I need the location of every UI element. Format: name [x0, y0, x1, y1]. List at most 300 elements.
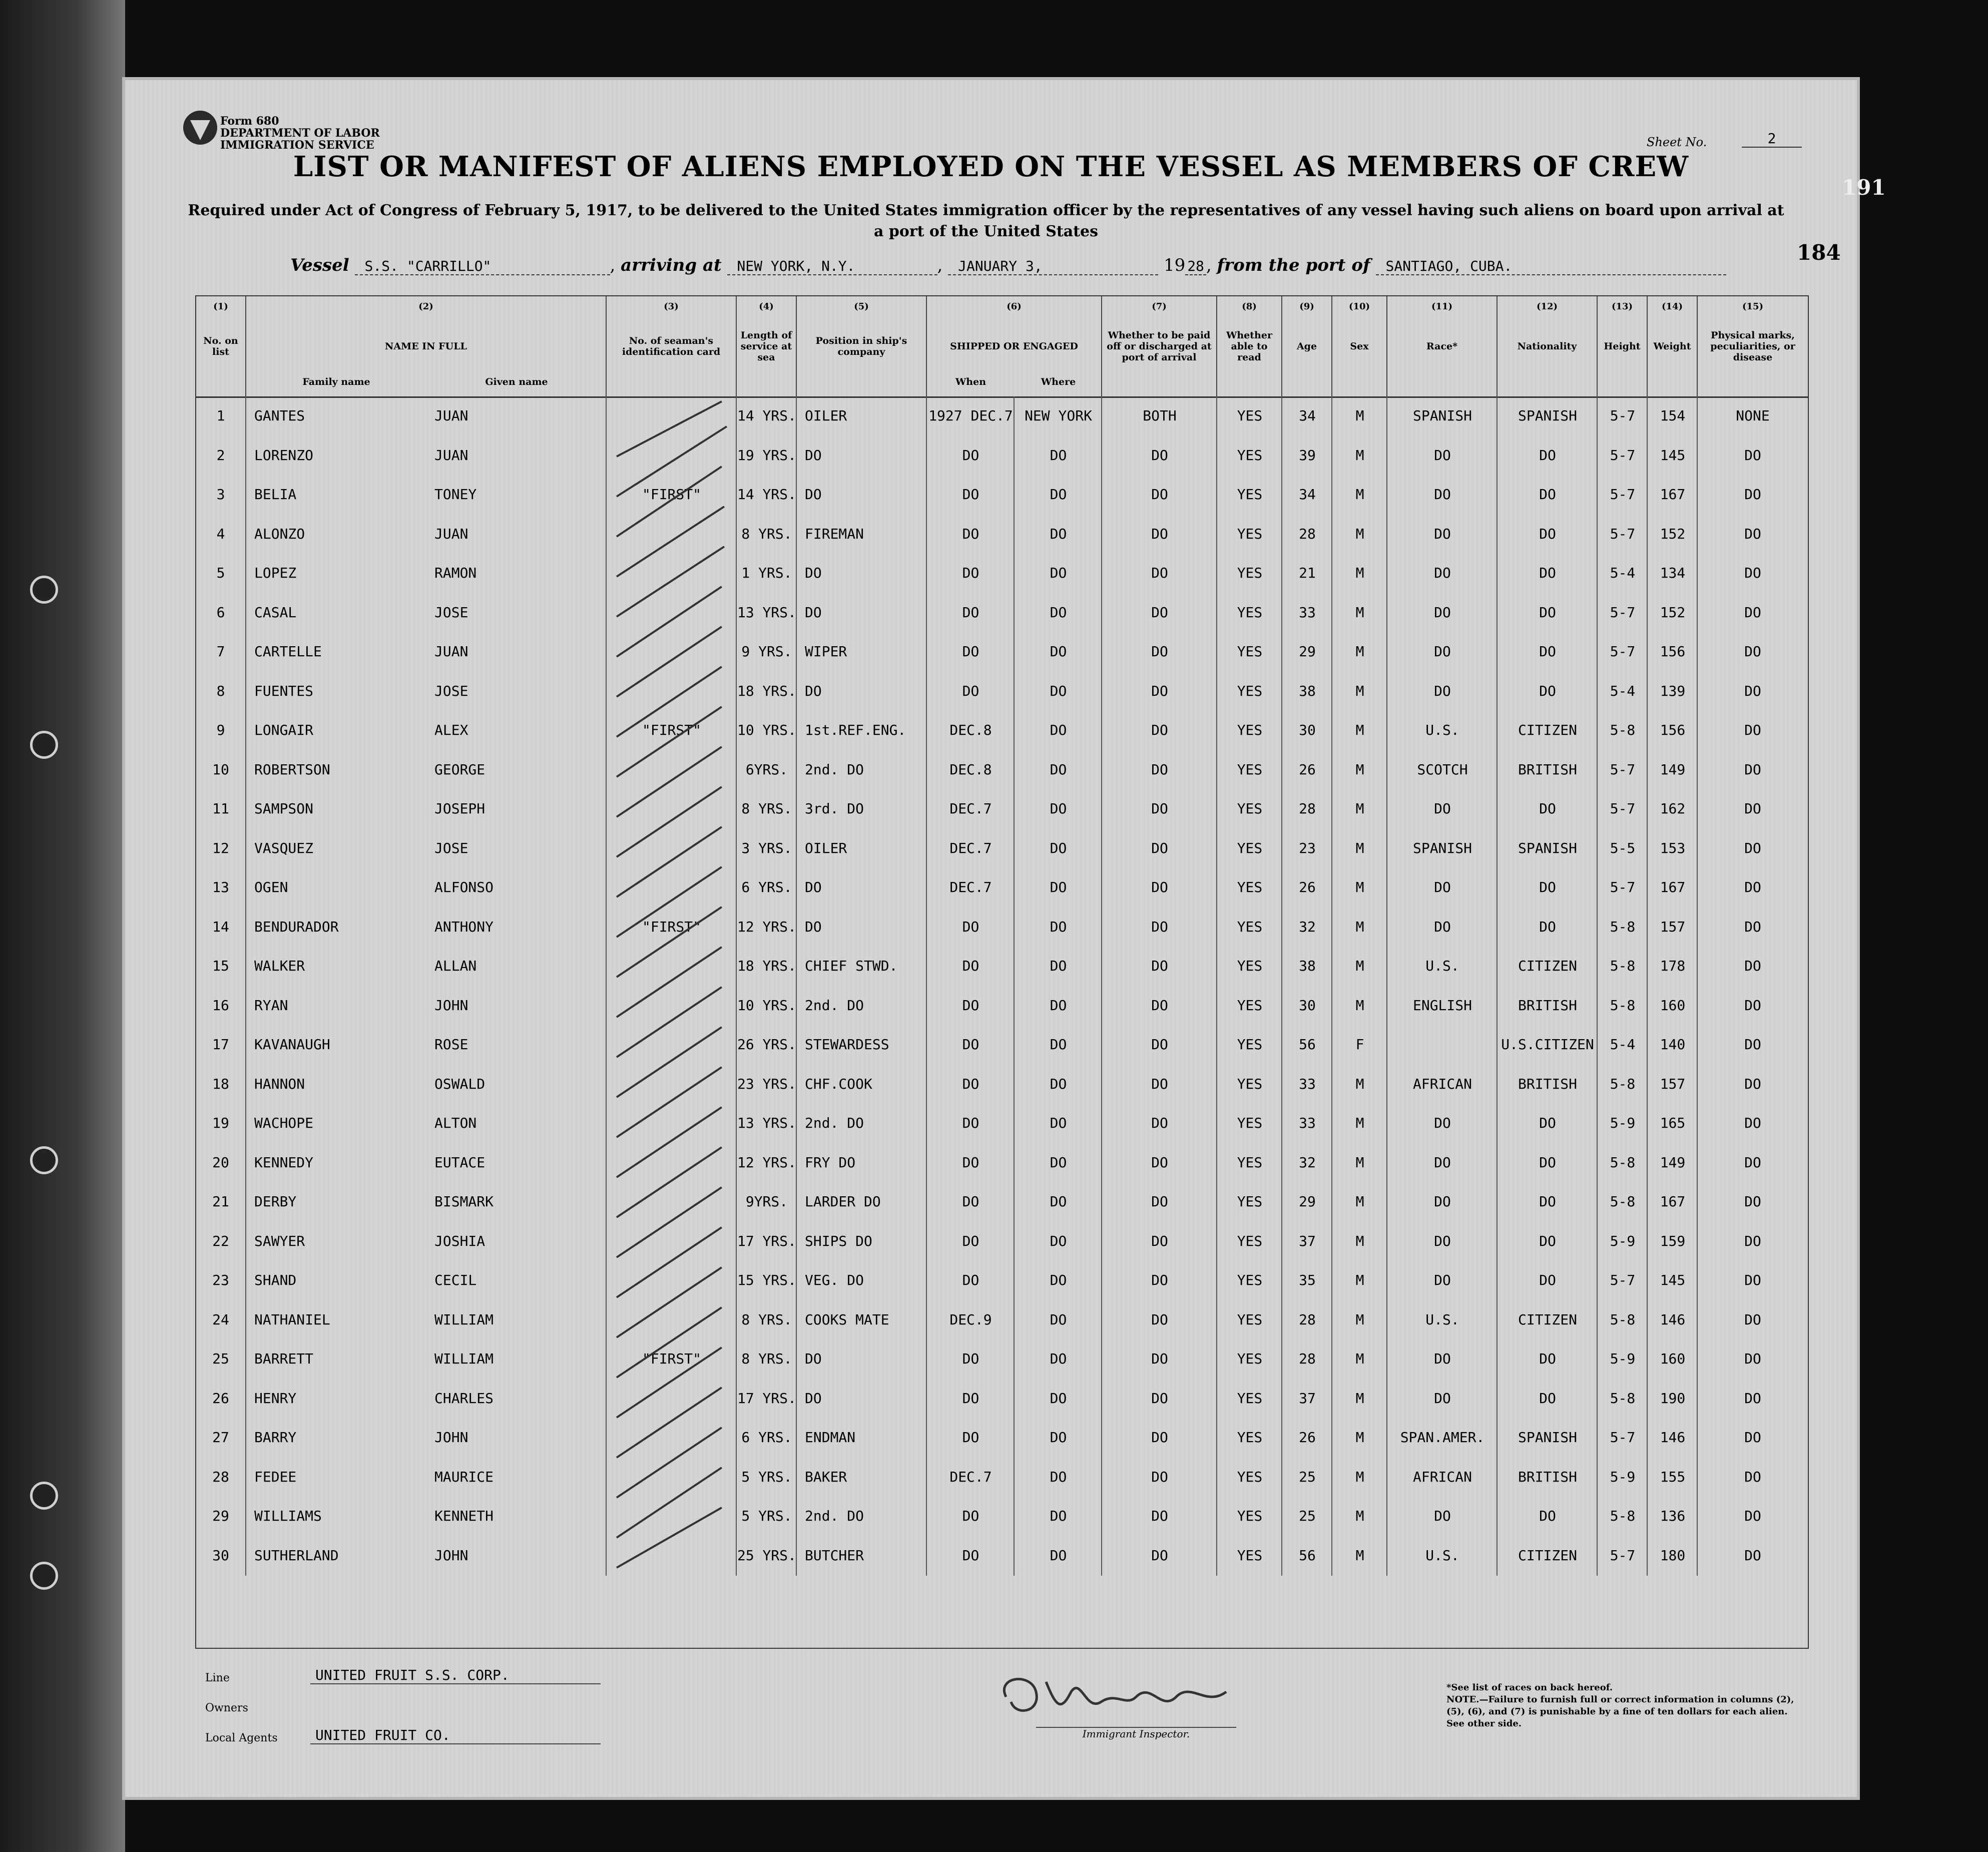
cell-family: BARRY [254, 1429, 297, 1446]
cell-weight: 152 [1660, 604, 1686, 621]
cell-when: DO [962, 1272, 979, 1288]
cell-nationality: DO [1539, 565, 1556, 581]
cell-age: 38 [1299, 958, 1316, 974]
cell-sex: M [1355, 1390, 1364, 1407]
cell-nationality: DO [1539, 682, 1556, 699]
cell-sex: M [1355, 407, 1364, 424]
cell-service: 12 YRS. [737, 918, 796, 935]
cell-given: ALTON [434, 1115, 477, 1131]
cell-service: 15 YRS. [737, 1272, 796, 1288]
inspector-signature [986, 1662, 1246, 1727]
col-num: (3) [664, 301, 679, 312]
cell-age: 28 [1299, 800, 1316, 817]
cell-weight: 162 [1660, 800, 1686, 817]
cell-given: JOHN [434, 997, 468, 1014]
table-row [196, 750, 1808, 790]
cell-race: DO [1434, 1508, 1451, 1524]
cell-where: DO [1050, 997, 1067, 1014]
cell-weight: 146 [1660, 1429, 1686, 1446]
cell-read: YES [1237, 565, 1263, 581]
cell-nationality: DO [1539, 486, 1556, 503]
cell-weight: 140 [1660, 1036, 1686, 1053]
cell-when: DEC.7 [949, 1468, 992, 1485]
cell-no: 30 [212, 1547, 229, 1564]
cell-nationality: CITIZEN [1518, 722, 1577, 738]
cell-where: DO [1050, 1311, 1067, 1328]
cell-read: YES [1237, 958, 1263, 974]
col-label: Length of service at sea [740, 330, 792, 363]
cell-race: DO [1434, 643, 1451, 660]
cell-no: 15 [212, 958, 229, 974]
cell-sex: M [1355, 1075, 1364, 1092]
cell-age: 37 [1299, 1232, 1316, 1249]
table-row [196, 1104, 1808, 1143]
cell-family: OGEN [254, 879, 288, 895]
cell-marks: DO [1744, 722, 1761, 738]
cell-where: DO [1050, 604, 1067, 621]
cell-given: GEORGE [434, 761, 485, 778]
cell-paid: DO [1151, 525, 1168, 542]
cell-paid: DO [1151, 722, 1168, 738]
cell-age: 38 [1299, 682, 1316, 699]
cell-age: 33 [1299, 604, 1316, 621]
cell-service: 14 YRS. [737, 486, 796, 503]
cell-weight: 149 [1660, 1154, 1686, 1171]
cell-family: FEDEE [254, 1468, 297, 1485]
cell-service: 9YRS. [745, 1193, 788, 1210]
cell-given: JOSE [434, 604, 468, 621]
col-position [797, 296, 927, 396]
cell-nationality: DO [1539, 879, 1556, 895]
punch-hole [30, 1482, 58, 1510]
table-row [196, 868, 1808, 907]
cell-paid: DO [1151, 1429, 1168, 1446]
cell-paid: DO [1151, 1390, 1168, 1407]
col-weight [1648, 296, 1698, 396]
cell-sex: M [1355, 761, 1364, 778]
cell-given: TONEY [434, 486, 477, 503]
cell-where: DO [1050, 565, 1067, 581]
table-row [196, 436, 1808, 476]
cell-when: DO [962, 1508, 979, 1524]
cell-marks: DO [1744, 839, 1761, 856]
cell-paid: DO [1151, 1311, 1168, 1328]
agents-value: UNITED FRUIT CO. [310, 1727, 601, 1744]
cell-age: 28 [1299, 525, 1316, 542]
footnote-penalty: NOTE.—Failure to furnish full or correct information in columns (2), (5), (6), and (7) is punishable by a fine of ten dollars for each alien. See other side. [1446, 1694, 1794, 1729]
table-row [196, 1497, 1808, 1536]
cell-position: CHIEF STWD. [805, 958, 898, 974]
cell-race: DO [1434, 486, 1451, 503]
cell-nationality: DO [1539, 1154, 1556, 1171]
cell-when: DO [962, 1154, 979, 1171]
cell-service: 1 YRS. [741, 565, 792, 581]
cell-family: GANTES [254, 407, 305, 424]
subcol-family-name: Family name [302, 376, 370, 387]
table-row [196, 1458, 1808, 1497]
cell-height: 5-9 [1610, 1115, 1636, 1131]
cell-service: 3 YRS. [741, 839, 792, 856]
cell-nationality: BRITISH [1518, 1468, 1577, 1485]
cell-when: DO [962, 604, 979, 621]
cell-age: 21 [1299, 565, 1316, 581]
cell-sex: M [1355, 722, 1364, 738]
cell-sex: M [1355, 879, 1364, 895]
table-row [196, 1300, 1808, 1340]
cell-given: MAURICE [434, 1468, 494, 1485]
cell-family: WACHOPE [254, 1115, 314, 1131]
table-row [196, 1065, 1808, 1104]
cell-given: ALLAN [434, 958, 477, 974]
year-prefix: 19 [1163, 255, 1186, 275]
col-label: Whether to be paid off or discharged at port of arrival [1107, 330, 1212, 363]
cell-where: DO [1050, 446, 1067, 464]
cell-no: 17 [212, 1036, 229, 1053]
cell-nationality: DO [1539, 918, 1556, 935]
cell-given: JUAN [434, 407, 468, 424]
table-row [196, 1261, 1808, 1300]
cell-race: DO [1434, 1390, 1451, 1407]
from-port: SANTIAGO, CUBA. [1376, 258, 1726, 275]
cell-when: DO [962, 643, 979, 660]
cell-nationality: CITIZEN [1518, 1547, 1577, 1564]
cell-family: HANNON [254, 1075, 305, 1092]
cell-family: CASAL [254, 604, 297, 621]
cell-read: YES [1237, 722, 1263, 738]
cell-service: 19 YRS. [737, 446, 796, 464]
cell-race: DO [1434, 1115, 1451, 1131]
cell-no: 27 [212, 1429, 229, 1446]
service-name: IMMIGRATION SERVICE [220, 139, 374, 152]
cell-given: JUAN [434, 525, 468, 542]
cell-marks: DO [1744, 486, 1761, 503]
cell-marks: DO [1744, 1154, 1761, 1171]
rows-container [196, 396, 1808, 1575]
cell-sex: M [1355, 997, 1364, 1014]
cell-position: DO [805, 604, 822, 621]
cell-when: DO [962, 1232, 979, 1249]
cell-marks: DO [1744, 1350, 1761, 1367]
cell-no: 16 [212, 997, 229, 1014]
cell-position: DO [805, 1350, 822, 1367]
cell-family: SAMPSON [254, 800, 314, 817]
col-num: (11) [1431, 301, 1453, 312]
cell-age: 56 [1299, 1036, 1316, 1053]
cell-no: 24 [212, 1311, 229, 1328]
cell-when: DO [962, 1036, 979, 1053]
cell-race: DO [1434, 525, 1451, 542]
cell-age: 28 [1299, 1311, 1316, 1328]
manifest-sheet [125, 80, 1886, 1797]
cell-age: 26 [1299, 1429, 1316, 1446]
cell-where: DO [1050, 682, 1067, 699]
cell-sex: M [1355, 1350, 1364, 1367]
cell-position: DO [805, 486, 822, 503]
cell-no: 1 [216, 407, 225, 424]
cell-sex: M [1355, 918, 1364, 935]
col-num: (1) [213, 301, 228, 312]
table-row [196, 1339, 1808, 1379]
cell-age: 26 [1299, 879, 1316, 895]
cell-position: BAKER [805, 1468, 847, 1485]
cell-sex: M [1355, 446, 1364, 464]
punch-hole [30, 576, 58, 604]
col-label: SHIPPED OR ENGAGED [950, 341, 1078, 352]
cell-given: JOHN [434, 1547, 468, 1564]
cell-where: DO [1050, 1115, 1067, 1131]
cell-age: 28 [1299, 1350, 1316, 1367]
arriving-port: NEW YORK, N.Y. [727, 258, 937, 275]
from-port-label: from the port of [1217, 255, 1370, 275]
cell-race: DO [1434, 1350, 1451, 1367]
cell-family: LOPEZ [254, 565, 297, 581]
cell-nationality: CITIZEN [1518, 958, 1577, 974]
table-row [196, 947, 1808, 986]
cell-paid: DO [1151, 1232, 1168, 1249]
cell-read: YES [1237, 1350, 1263, 1367]
cell-given: ROSE [434, 1036, 468, 1053]
cell-nationality: DO [1539, 1508, 1556, 1524]
cell-where: DO [1050, 958, 1067, 974]
col-label: Weight [1653, 341, 1691, 352]
cell-when: DEC.7 [949, 800, 992, 817]
cell-position: BUTCHER [805, 1547, 864, 1564]
cell-family: BARRETT [254, 1350, 314, 1367]
cell-when: DO [962, 486, 979, 503]
cell-where: DO [1050, 1429, 1067, 1446]
cell-marks: DO [1744, 761, 1761, 778]
col-sex [1332, 296, 1387, 396]
cell-service: 25 YRS. [737, 1547, 796, 1564]
cell-given: RAMON [434, 565, 477, 581]
cell-race: U.S. [1425, 1311, 1459, 1328]
cell-paid: BOTH [1143, 407, 1177, 424]
cell-nationality: DO [1539, 1193, 1556, 1210]
cell-marks: DO [1744, 1468, 1761, 1485]
cell-read: YES [1237, 1390, 1263, 1407]
cell-read: YES [1237, 604, 1263, 621]
col-num: (10) [1348, 301, 1370, 312]
cell-service: 12 YRS. [737, 1154, 796, 1171]
cell-family: RYAN [254, 997, 288, 1014]
cell-age: 33 [1299, 1115, 1316, 1131]
cell-family: ROBERTSON [254, 761, 330, 778]
cell-read: YES [1237, 407, 1263, 424]
cell-race: AFRICAN [1412, 1468, 1472, 1485]
cell-where: DO [1050, 839, 1067, 856]
cell-family: WALKER [254, 958, 305, 974]
cell-where: DO [1050, 1508, 1067, 1524]
cell-given: OSWALD [434, 1075, 485, 1092]
cell-height: 5-9 [1610, 1468, 1636, 1485]
cell-position: CHF.COOK [805, 1075, 872, 1092]
sheet-no-value: 2 [1742, 130, 1802, 148]
cell-read: YES [1237, 682, 1263, 699]
cell-race: AFRICAN [1412, 1075, 1472, 1092]
col-label: No. on list [203, 335, 238, 357]
cell-weight: 160 [1660, 997, 1686, 1014]
table-row [196, 554, 1808, 593]
cell-given: CECIL [434, 1272, 477, 1288]
cell-paid: DO [1151, 1350, 1168, 1367]
cell-weight: 159 [1660, 1232, 1686, 1249]
cell-position: STEWARDESS [805, 1036, 889, 1053]
cell-weight: 139 [1660, 682, 1686, 699]
cell-age: 34 [1299, 407, 1316, 424]
cell-family: CARTELLE [254, 643, 322, 660]
cell-service: 6 YRS. [741, 879, 792, 895]
cell-read: YES [1237, 446, 1263, 464]
col-race [1387, 296, 1498, 396]
vessel-name: S.S. "CARRILLO" [355, 258, 610, 275]
cell-paid: DO [1151, 997, 1168, 1014]
cell-service: 18 YRS. [737, 682, 796, 699]
form-number [220, 115, 380, 151]
cell-when: 1927 DEC.7 [928, 407, 1013, 424]
col-label: Nationality [1517, 341, 1577, 352]
cell-weight: 152 [1660, 525, 1686, 542]
cell-weight: 156 [1660, 643, 1686, 660]
cell-height: 5-7 [1610, 604, 1636, 621]
vessel-line: Vessel S.S. "CARRILLO" , arriving at NEW YORK, N.Y. , JANUARY 3, 19 28 , from the port of SANTIAGO, CUBA. [290, 255, 1726, 275]
cell-no: 22 [212, 1232, 229, 1249]
line-label: Line [205, 1672, 230, 1684]
col-height [1598, 296, 1648, 396]
cell-no: 14 [212, 918, 229, 935]
cell-sex: M [1355, 604, 1364, 621]
cell-read: YES [1237, 1272, 1263, 1288]
cell-sex: M [1355, 1547, 1364, 1564]
cell-where: DO [1050, 1350, 1067, 1367]
cell-no: 12 [212, 839, 229, 856]
cell-nationality: DO [1539, 1390, 1556, 1407]
cell-service: 8 YRS. [741, 1311, 792, 1328]
cell-sex: M [1355, 1311, 1364, 1328]
cell-race: SPAN.AMER. [1400, 1429, 1485, 1446]
cell-nationality: BRITISH [1518, 997, 1577, 1014]
table-row [196, 1025, 1808, 1065]
cell-position: 3rd. DO [805, 800, 864, 817]
cell-sex: M [1355, 1232, 1364, 1249]
cell-paid: DO [1151, 446, 1168, 464]
cell-given: JUAN [434, 643, 468, 660]
cell-family: VASQUEZ [254, 839, 314, 856]
column-headers [196, 296, 1808, 398]
col-num: (7) [1152, 301, 1167, 312]
table-row [196, 1418, 1808, 1458]
cell-service: 9 YRS. [741, 643, 792, 660]
cell-position: 2nd. DO [805, 1115, 864, 1131]
cell-service: 13 YRS. [737, 1115, 796, 1131]
cell-age: 29 [1299, 1193, 1316, 1210]
cell-nationality: DO [1539, 604, 1556, 621]
cell-when: DO [962, 1390, 979, 1407]
cell-height: 5-5 [1610, 839, 1636, 856]
cell-no: 26 [212, 1390, 229, 1407]
col-num: (8) [1242, 301, 1257, 312]
cell-weight: 167 [1660, 486, 1686, 503]
cell-age: 30 [1299, 997, 1316, 1014]
col-seaman-id [607, 296, 737, 396]
cell-height: 5-4 [1610, 565, 1636, 581]
cell-family: DERBY [254, 1193, 297, 1210]
cell-when: DEC.9 [949, 1311, 992, 1328]
subcol-when: When [955, 376, 986, 387]
cell-race: DO [1434, 446, 1451, 464]
table-body [196, 396, 1808, 1575]
cell-read: YES [1237, 879, 1263, 895]
cell-when: DO [962, 918, 979, 935]
cell-position: DO [805, 918, 822, 935]
cell-position: DO [805, 1390, 822, 1407]
cell-marks: DO [1744, 1075, 1761, 1092]
cell-position: DO [805, 565, 822, 581]
cell-age: 25 [1299, 1468, 1316, 1485]
cell-marks: DO [1744, 1232, 1761, 1249]
cell-height: 5-7 [1610, 486, 1636, 503]
cell-given: JOSE [434, 682, 468, 699]
cell-race: DO [1434, 1272, 1451, 1288]
cell-height: 5-7 [1610, 643, 1636, 660]
cell-sex: M [1355, 839, 1364, 856]
cell-service: 13 YRS. [737, 604, 796, 621]
col-label: Race* [1426, 341, 1458, 352]
cell-when: DEC.8 [949, 722, 992, 738]
cell-age: 30 [1299, 722, 1316, 738]
cell-position: DO [805, 446, 822, 464]
document-subtitle: Required under Act of Congress of February 5, 1917, to be delivered to the United States immigration officer by the representatives of any vessel having such aliens on board upon arrival at a port of the United States [188, 202, 1784, 240]
cell-when: DO [962, 1429, 979, 1446]
cell-race: DO [1434, 604, 1451, 621]
cell-family: BENDURADOR [254, 918, 339, 935]
table-row [196, 593, 1808, 633]
cell-read: YES [1237, 1075, 1263, 1092]
cell-weight: 190 [1660, 1390, 1686, 1407]
cell-given: EUTACE [434, 1154, 485, 1171]
cell-where: DO [1050, 1468, 1067, 1485]
cell-where: DO [1050, 722, 1067, 738]
cell-service: 8 YRS. [741, 1350, 792, 1367]
cell-where: NEW YORK [1025, 407, 1092, 424]
cell-where: DO [1050, 1390, 1067, 1407]
col-num: (12) [1536, 301, 1558, 312]
cell-paid: DO [1151, 1075, 1168, 1092]
cell-height: 5-4 [1610, 1036, 1636, 1053]
cell-family: HENRY [254, 1390, 297, 1407]
table-row [196, 475, 1808, 515]
cell-height: 5-7 [1610, 879, 1636, 895]
cell-family: FUENTES [254, 682, 314, 699]
cell-sex: M [1355, 800, 1364, 817]
cell-race: DO [1434, 918, 1451, 935]
cell-nationality: BRITISH [1518, 761, 1577, 778]
cell-sex: F [1355, 1036, 1364, 1053]
cell-height: 5-7 [1610, 761, 1636, 778]
crew-manifest-table [195, 295, 1809, 1649]
col-num: (2) [418, 301, 433, 312]
cell-position: ENDMAN [805, 1429, 856, 1446]
cell-height: 5-8 [1610, 722, 1636, 738]
cell-read: YES [1237, 1468, 1263, 1485]
cell-family: NATHANIEL [254, 1311, 330, 1328]
col-label: Physical marks, peculiarities, or disease [1710, 330, 1795, 363]
cell-no: 6 [216, 604, 225, 621]
cell-when: DO [962, 997, 979, 1014]
cell-weight: 149 [1660, 761, 1686, 778]
cell-where: DO [1050, 1193, 1067, 1210]
cell-age: 56 [1299, 1547, 1316, 1564]
cell-family: LORENZO [254, 446, 314, 464]
